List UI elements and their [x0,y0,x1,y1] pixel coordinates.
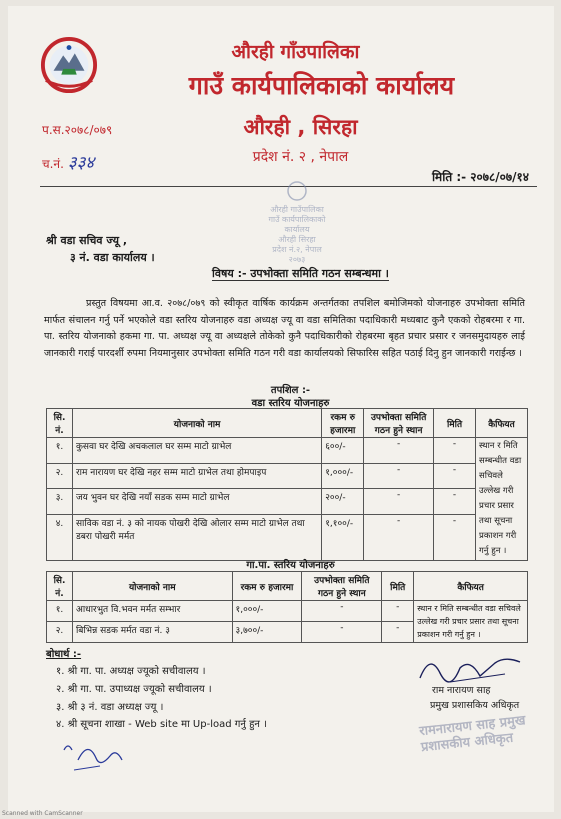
addressee-line1: श्री वडा सचिव ज्यू , [46,234,128,247]
column-header: उपभोक्ता समिति गठन हुने स्थान [364,409,434,438]
column-header: रकम रु हजारमा [232,572,302,601]
cell-date: - [382,601,414,622]
office-name: गाउँ कार्यपालिकाको कार्यालय [188,71,455,100]
cell-place: - [364,463,434,489]
column-header: मिति [382,572,414,601]
municipal-projects-table [46,571,528,643]
column-header: कैफियत [414,572,528,601]
cell-date: - [382,622,414,643]
cell-name: राम नारायण घर देखि नहर सम्म माटो ग्राभेल तथा होमपाइप [72,463,321,489]
cell-name: साविक वडा नं. ३ को नायक पोखरी देखि ओलार सम्म माटो ग्राभेल तथा डबरा पोखरी मर्मत [72,514,321,560]
reference-number: प.स.२०७८/०७९ [42,123,113,137]
table-row [47,438,528,464]
signatory-name: राम नारायण साह [432,685,491,696]
cell-name: कुसवा घर देखि अचकलाल घर सम्म माटो ग्राभेल [72,438,321,464]
cell-remark: स्थान र मिति सम्बन्धीत वडा सचिवले उल्लेख गरी प्रचार प्रसार तथा सूचना प्रकाशन गरी गर्नु हुन । [414,601,528,643]
table-header-row [47,572,528,601]
table-row [47,601,528,622]
tapasil-label: तपशिल :- [270,385,311,396]
stamp-line: प्रदेश नं.२, नेपाल [272,245,322,254]
body-paragraph: प्रस्तुत विषयमा आ.व. २०७८/०७९ को स्वीकृत वार्षिक कार्यक्रम अन्तर्गतका तपशिल बमोजिमको योजनाहरु उपभोक्ता समिति मार्फत संचालन गर्नु पर्ने भएकोले वडा स्तरिय योजनाहरु वडा अध्यक्ष ज्यू वा वडा समितिका पदाधिकारी मध्यबाट कुनै एकको रोहबरमा र गा. पा. स्तरिय योजनाको हकमा गा. पा. अध्यक्ष ज्यू वा अध्यक्षले तोकेको कुनै पदाधिकारीको रोहबरमा बृहत प्रचार प्रसार र जनसमुदायहरु लाई जानकारी गराई पारदर्शी रुपमा नियमानुसार उपभोक्ता समिति गठन गरी वडा कार्यालयको सिफारिस सहित पठाई दिनु हुन जानकारी गराईन्छ । [44,298,525,359]
column-header: कैफियत [476,409,528,438]
column-header: रकम रु हजारमा [322,409,364,438]
cell-amount: ६००/- [322,438,364,464]
cell-amount: १,०००/- [322,463,364,489]
column-header: सि. नं. [47,409,73,438]
column-header: मिति [434,409,476,438]
stamp-line: कार्यालय [284,225,310,234]
stamp-line: औरही सिरहा [278,235,316,244]
cell-amount: १,०००/- [232,601,302,622]
ward-projects-table [46,408,528,561]
dispatch-number [42,150,94,173]
stamp-line: गाउँ कार्यपालिकाको [268,215,326,224]
cell-sn: १. [47,601,73,622]
letter-date: मिति :- २०७८/०७/१४ [431,170,529,184]
municipal-table-title: गा.पा. स्तरिय योजनाहरु [246,560,335,571]
cell-sn: २. [47,622,73,643]
stamp-emblem-icon [282,180,312,202]
cc-item: १. श्री गा. पा. अध्यक्ष ज्यूको सचीवालय । [56,666,206,677]
cell-date: - [434,438,476,464]
name-seal: रामनारायण साह प्रमुख प्रशासकीय अधिकृत [418,713,527,756]
table-row [47,489,528,515]
cell-place: - [364,514,434,560]
column-header: योजनाको नाम [72,572,232,601]
cell-amount: २००/- [322,489,364,515]
column-header: उपभोक्ता समिति गठन हुने स्थान [302,572,382,601]
cell-date: - [434,514,476,560]
cc-item: २. श्री गा. पा. उपाध्यक्ष ज्यूको सचीवालय । [56,684,212,695]
signatory-title: प्रमुख प्रशासकिय अधिकृत [430,700,520,711]
cell-date: - [434,489,476,515]
cell-place: - [302,622,382,643]
cell-name: आधारभुत वि.भवन मर्मत सम्भार [72,601,232,622]
cell-name: जय भुवन घर देखि नयाँ सडक सम्म माटो ग्राभेल [72,489,321,515]
initial-mark-icon [60,738,130,778]
office-place: औरही , सिरहा [243,115,358,139]
cc-item: ४. श्री सूचना शाखा - Web site मा Up-load गर्नु हुन । [56,719,267,730]
province: प्रदेश नं. २ , नेपाल [252,149,349,165]
cell-place: - [364,489,434,515]
scanner-watermark: Scanned with CamScanner [2,810,83,817]
cell-amount: ३,७००/- [232,622,302,643]
office-stamp [252,180,342,264]
cell-date: - [434,463,476,489]
cell-sn: १. [47,438,73,464]
dispatch-label: च.नं. [42,157,64,171]
cell-place: - [364,438,434,464]
subject-text: विषय :- उपभोक्ता समिति गठन सम्बन्धमा । [212,267,389,280]
cc-label: बोधार्थ :- [46,649,82,660]
column-header: सि. नं. [47,572,73,601]
table-row [47,514,528,560]
cell-sn: २. [47,463,73,489]
cell-place: - [302,601,382,622]
cell-remark: स्थान र मिति सम्बन्धीत वडा सचिवले उल्लेख गरी प्रचार प्रसार तथा सूचना प्रकाशन गरी गर्नु हुन । [476,438,528,561]
stamp-line: औरही गाउँपालिका [270,205,324,214]
table-row [47,463,528,489]
ward-table-title: वडा स्तरिय योजनाहरु [251,398,330,409]
stamp-line: २०७३ [288,255,306,264]
table-header-row [47,409,528,438]
signature-icon [410,648,530,688]
subject-line [0,266,561,281]
cell-amount: १,१००/- [322,514,364,560]
addressee-line2: ३ नं. वडा कार्यालय । [70,251,155,264]
cell-sn: ३. [47,489,73,515]
dispatch-value: ३३४ [67,153,95,173]
cc-item: ३. श्री ३ नं. वडा अध्यक्ष ज्यू । [56,702,164,713]
cell-sn: ४. [47,514,73,560]
column-header: योजनाको नाम [72,409,321,438]
cell-name: बिभिन्न सडक मर्मत वडा नं. ३ [72,622,232,643]
org-name: औरही गाँउपालिका [231,41,360,63]
